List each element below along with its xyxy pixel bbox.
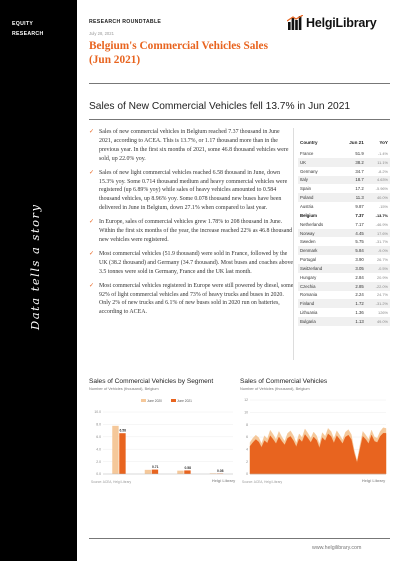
- cell-value: 3.05: [338, 264, 366, 273]
- col-yoy: YoY: [379, 140, 388, 145]
- cell-value: 1.13: [338, 317, 366, 326]
- legend-swatch: [171, 399, 176, 402]
- y-tick-label: 12: [244, 398, 248, 403]
- table-row: [298, 149, 390, 158]
- cell-value: 7.37: [355, 212, 364, 218]
- bullet-item: [89, 282, 294, 318]
- bar: [119, 433, 125, 474]
- cell-country: Italy: [298, 176, 338, 185]
- table-row: [298, 184, 390, 193]
- sidebar-label-line1: EQUITY: [12, 21, 34, 27]
- cell-yoy: -1.4%: [377, 150, 388, 156]
- y-tick-label: 6: [246, 435, 248, 440]
- cell-yoy: -8.2%: [377, 168, 388, 174]
- legend-swatch: [141, 399, 146, 402]
- check-icon: ✓: [89, 250, 95, 257]
- helgi-bars-icon: [287, 15, 303, 31]
- cell-yoy: 126%: [378, 310, 388, 316]
- col-jun21: Jun 21: [349, 140, 364, 145]
- bar: [152, 470, 158, 474]
- table-row: [298, 220, 390, 229]
- cell-value: 17.2: [355, 186, 364, 192]
- cell-country: Bulgaria: [298, 317, 338, 326]
- cell-value: 1.36: [355, 310, 364, 316]
- cell-value: 2.24: [355, 292, 364, 298]
- sidebar: [0, 0, 77, 561]
- bullet-text: In Europe, sales of commercial vehicles grew 1.78% to 208 thousand in June. Within the first six months of the year, the increase reached 22% as 46.8 thousand new vehicles were registered.: [99, 219, 293, 243]
- bullet-item: [89, 250, 294, 277]
- bullet-text: Most commercial vehicles registered in Europe were still powered by diesel, some 92% of light commercial vehicles and 73% of heavy trucks and buses in 2020. Only 2% of new trucks and 6.1% of new buses sold in 2020 run on batteries, according to ACEA.: [99, 282, 294, 316]
- col-country: Country: [300, 140, 318, 145]
- table-row: [298, 158, 390, 167]
- table-row: [298, 299, 390, 308]
- area-series: [250, 433, 386, 474]
- data-label: 0.58: [184, 465, 192, 470]
- cell-country: Lithuania: [300, 310, 318, 316]
- legend-label: June 2021: [177, 398, 192, 403]
- table-row: [298, 273, 390, 282]
- cell-country: UK: [298, 158, 338, 167]
- report-title: Belgium's Commercial Vehicles Sales (Jun 2021): [89, 40, 268, 66]
- cell-country: France: [300, 150, 314, 156]
- monthly-chart-plot: [240, 396, 390, 488]
- cell-country: Norway: [298, 229, 338, 238]
- cell-value: 9.87: [355, 203, 364, 209]
- y-tick-label: 2.0: [96, 459, 101, 464]
- cell-country: Spain: [300, 186, 311, 192]
- bullet-list: [89, 128, 294, 322]
- bullet-item: [89, 169, 294, 214]
- y-tick-label: 0.0: [96, 472, 101, 477]
- cell-value: 2.84: [355, 274, 364, 280]
- report-label: RESEARCH ROUNDTABLE: [89, 19, 162, 25]
- cell-value: 7.17: [355, 221, 364, 227]
- table-header-row: [298, 137, 390, 149]
- data-label: 6.58: [119, 428, 127, 433]
- chart-subtitle: Number of Vehicles (thousand), Belgium: [240, 386, 310, 391]
- cell-yoy: -5.96%: [375, 186, 388, 192]
- check-icon: ✓: [89, 129, 95, 135]
- sidebar-label-line2: RESEARCH: [12, 31, 44, 37]
- table-row: [298, 264, 390, 273]
- chart-logo: Helgi Library: [362, 479, 386, 483]
- cell-yoy: -22.0%: [366, 282, 390, 291]
- footer-divider: [89, 538, 390, 539]
- chart-subtitle: Number of Vehicles (thousand), Belgium: [89, 386, 159, 391]
- table-row: [298, 246, 390, 255]
- cell-country: Hungary: [300, 274, 317, 280]
- cell-value: 1.72: [338, 299, 366, 308]
- cell-yoy: 26.7%: [376, 257, 388, 263]
- chart-logo: Helgi Library: [212, 479, 236, 483]
- check-icon: ✓: [89, 169, 95, 176]
- cell-country: Denmark: [298, 246, 338, 255]
- y-tick-label: 8: [246, 422, 248, 427]
- cell-value: 4.45: [338, 229, 366, 238]
- bullet-item: [89, 128, 294, 164]
- segment-chart-plot: [89, 396, 237, 488]
- bullet-text: Sales of new commercial vehicles in Belgium reached 7.37 thousand in June 2021, according to ACEA. This is 13.7%, or 1.17 thousand more than in the previous year. In the first six months of 2021, some 46.8 thousand vehicles were sold, up 22.0% yoy.: [99, 129, 289, 162]
- table-body: [298, 149, 390, 326]
- cell-country: Romania: [300, 292, 318, 298]
- chart-title: Sales of Commercial Vehicles by Segment: [89, 378, 214, 385]
- y-tick-label: 4.0: [96, 447, 101, 452]
- table-row: [298, 193, 390, 202]
- y-tick-label: 10: [244, 410, 248, 415]
- cell-yoy: 4.63%: [366, 176, 390, 185]
- check-icon: ✓: [89, 282, 95, 289]
- country-table: [298, 137, 390, 326]
- cell-value: 11.3: [338, 193, 366, 202]
- cell-yoy: -46.9%: [375, 221, 388, 227]
- cell-yoy: -31.7%: [375, 239, 388, 245]
- cell-value: 2.85: [338, 282, 366, 291]
- bullet-item: [89, 218, 294, 245]
- cell-country: Netherlands: [300, 221, 324, 227]
- table-row: [298, 167, 390, 176]
- cell-yoy: -9.0%: [366, 246, 390, 255]
- logo-text: HelgiLibrary: [306, 16, 377, 30]
- table-row: [298, 237, 390, 246]
- cell-yoy: -0.5%: [366, 264, 390, 273]
- table-row: [298, 176, 390, 185]
- bullet-text: Sales of new light commercial vehicles reached 6.58 thousand in June, down 15.3% yoy. Some 0.714 thousand medium and heavy commercial vehicles were registered (up 6.89% yoy) while sales of heavy vehicles amounted to 0.584 thousand vehicles, up 8.96% yoy. Some 0.078 thousand new buses have been delivered in June in Belgium, down 27.1% when compared to last year.: [99, 169, 288, 212]
- bar: [145, 470, 151, 474]
- sidebar-label: [12, 19, 44, 39]
- cell-yoy: 11.1%: [366, 158, 390, 167]
- table-row: [298, 202, 390, 211]
- cell-value: 5.75: [355, 239, 364, 245]
- cell-value: 34.7: [355, 168, 364, 174]
- table-row: [298, 282, 390, 291]
- y-tick-label: 4: [246, 447, 248, 452]
- data-label: 0.08: [216, 469, 224, 474]
- cell-value: 51.9: [355, 150, 364, 156]
- cell-yoy: 40.0%: [366, 193, 390, 202]
- y-tick-label: 8.0: [96, 422, 101, 427]
- chart-source: Source: ACEA, Helgi Library: [242, 480, 283, 484]
- cell-value: 3.90: [355, 257, 364, 263]
- check-icon: ✓: [89, 219, 95, 226]
- cell-country: Czechia: [298, 282, 338, 291]
- report-date: July 28, 2021: [89, 31, 114, 36]
- cell-country: Germany: [300, 168, 318, 174]
- cell-yoy: 24.7%: [376, 292, 388, 298]
- cell-country: Portugal: [300, 257, 317, 263]
- table-row: [298, 229, 390, 238]
- cell-yoy: 20.9%: [376, 274, 388, 280]
- cell-country: Belgium: [300, 212, 317, 218]
- cell-country: Finland: [298, 299, 338, 308]
- cell-yoy: 17.6%: [366, 229, 390, 238]
- bullet-text: Most commercial vehicles (51.9 thousand) were sold in France, followed by the UK (38.2 thousand) and Germany (34.7 thousand). Most buses and coaches above 3.5 tonnes were sold in Germany, France and the UK last month.: [99, 250, 294, 275]
- table-row: [298, 291, 390, 300]
- header-divider: [89, 83, 390, 84]
- chart-source: Source: ACEA, Helgi Library: [91, 480, 132, 484]
- y-tick-label: 6.0: [96, 435, 101, 439]
- y-tick-label: 0: [246, 472, 248, 477]
- footer-link[interactable]: www.helgilibrary.com: [312, 545, 362, 551]
- cell-yoy: -15%: [378, 203, 388, 209]
- section-subtitle: Sales of New Commercial Vehicles fell 13.7% in Jun 2021: [89, 101, 351, 112]
- sidebar-tagline: Data tells a story: [28, 203, 42, 330]
- cell-yoy: -31.2%: [366, 299, 390, 308]
- y-tick-label: 10.0: [94, 410, 101, 415]
- cell-value: 18.7: [338, 176, 366, 185]
- table-row: [298, 317, 390, 326]
- helgi-logo[interactable]: [287, 15, 377, 31]
- table-row: [298, 255, 390, 264]
- legend-label: June 2020: [147, 398, 162, 403]
- data-label: 0.71: [151, 465, 159, 470]
- chart-title: Sales of Commercial Vehicles: [240, 378, 328, 385]
- cell-country: Austria: [300, 203, 314, 209]
- bar: [177, 471, 183, 474]
- segment-chart: [89, 378, 239, 391]
- table-row: [298, 308, 390, 317]
- cell-country: Sweden: [300, 239, 316, 245]
- cell-country: Poland: [298, 193, 338, 202]
- subtitle-divider: [89, 119, 390, 120]
- bar: [112, 426, 118, 474]
- table-row: [298, 211, 390, 220]
- chart-legend: [141, 399, 192, 403]
- monthly-chart: [240, 378, 390, 391]
- cell-value: 5.84: [338, 246, 366, 255]
- cell-yoy: -13.7%: [375, 212, 388, 218]
- bar: [184, 470, 190, 474]
- cell-yoy: 49.0%: [366, 317, 390, 326]
- cell-value: 38.2: [338, 158, 366, 167]
- cell-country: Switzerland: [298, 264, 338, 273]
- y-tick-label: 2: [246, 459, 248, 464]
